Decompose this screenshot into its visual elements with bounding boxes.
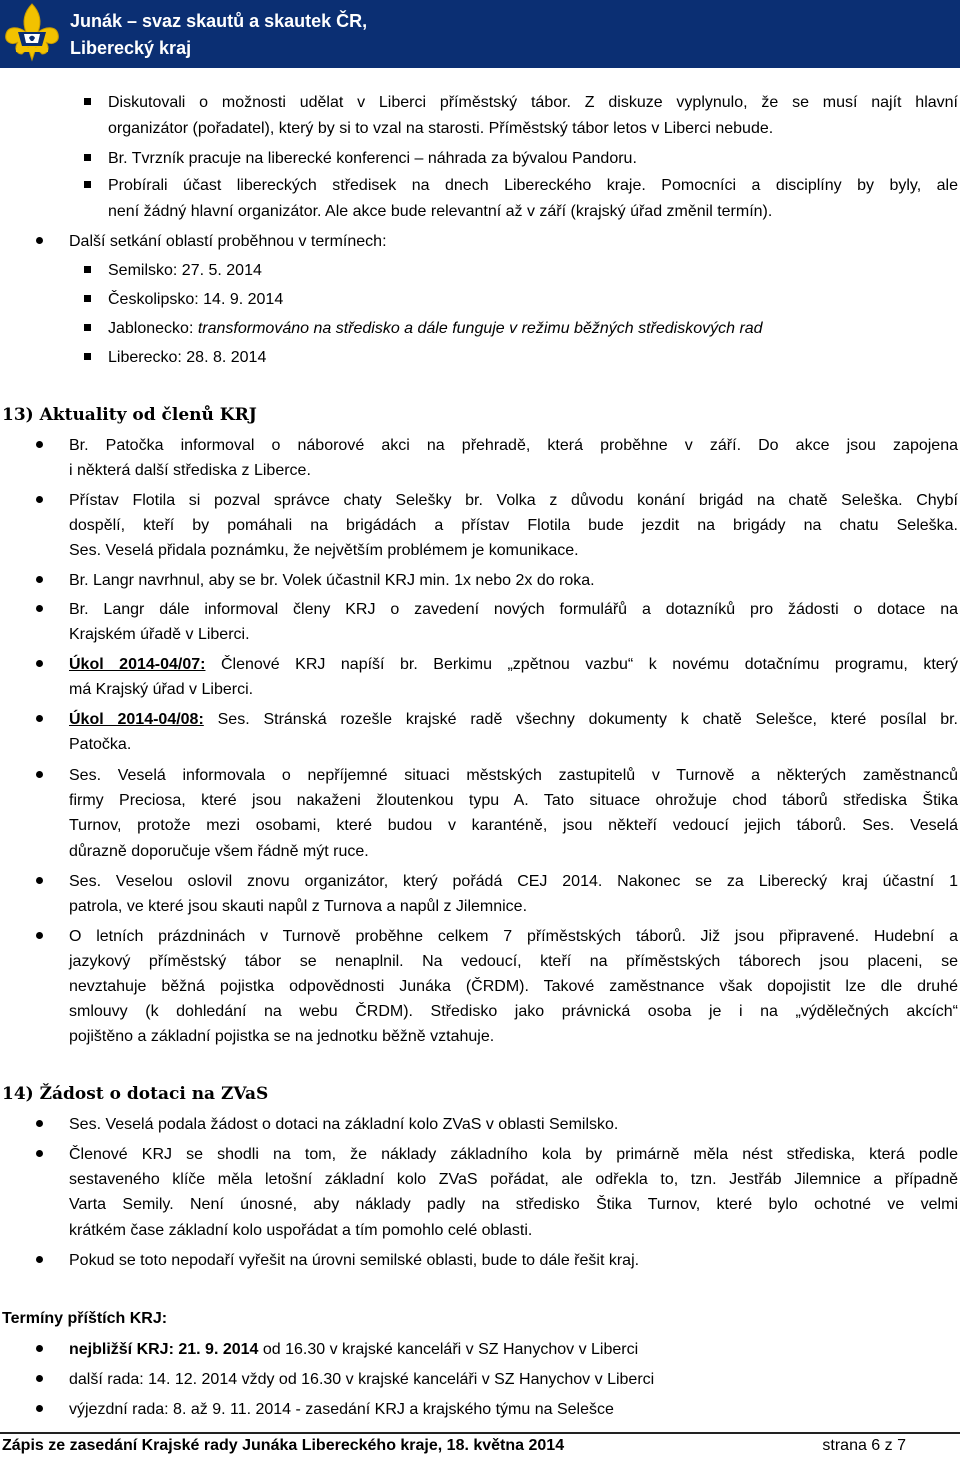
round-bullet-icon [36, 1375, 43, 1382]
list-item-line: Ses. Veselá informovala o nepříjemné situaci městských zastupitelů v Turnově a některých zaměstnanců [69, 767, 958, 784]
list-item-line: Probírali účast libereckých středisek na dnech Libereckého kraje. Pomocníci a disciplíny by byly, ale [108, 177, 958, 194]
task-label: Úkol 2014-04/08: [69, 711, 204, 728]
next-meeting-date: nejbližší KRJ: 21. 9. 2014 [69, 1341, 259, 1358]
meeting-item: Liberecko: 28. 8. 2014 [108, 349, 267, 366]
round-bullet-icon [36, 441, 43, 448]
list-item-line: dospělí, kteří by pomáhali na brigádách a přístav Flotila bude jezdit na brigády na chatu Seleška. [69, 517, 958, 534]
page-number: strana 6 z 7 [822, 1437, 906, 1454]
other-meeting: další rada: 14. 12. 2014 vždy od 16.30 v krajské kanceláři v SZ Hanychov v Liberci [69, 1371, 655, 1388]
list-item-line: Varta Semily. Není únosné, aby náklady padly na středisko Štika Turnov, které bylo ochotné ve velmi [69, 1196, 958, 1213]
section-13-heading: 13) Aktuality od členů KRJ [2, 405, 257, 425]
page-header [0, 0, 960, 68]
next-meeting-place: od 16.30 v krajské kanceláři v SZ Hanychov v Liberci [258, 1341, 639, 1358]
list-item-line: Přístav Flotila si pozval správce chaty Selešky br. Volka z důvodu konání brigád na chatě Seleška. Chybí [69, 492, 958, 509]
list-item-line: Br. Langr navrhnul, aby se br. Volek účastnil KRJ min. 1x nebo 2x do roka. [69, 572, 595, 589]
round-bullet-icon [36, 1120, 43, 1127]
round-bullet-icon [36, 660, 43, 667]
list-item-line: důrazně doporučuje všem řádně mýt ruce. [69, 843, 369, 860]
list-item-line: Br. Langr dále informoval členy KRJ o zavedení nových formulářů a dotazníků pro žádosti o dotace na [69, 601, 958, 618]
square-bullet-icon [84, 266, 91, 273]
scout-lily-logo-icon [2, 2, 62, 66]
list-item-line: má Krajský úřad v Liberci. [69, 681, 254, 698]
round-bullet-icon [36, 771, 43, 778]
round-bullet-icon [36, 1150, 43, 1157]
square-bullet-icon [84, 98, 91, 105]
meeting-item-jablonecko [108, 320, 763, 338]
list-item-line: Turnov, protože mezi osobami, které budou v karanténě, jsou někteří vedoucí jejich táborů. Ses. Veselá [69, 817, 958, 834]
round-bullet-icon [36, 1256, 43, 1263]
list-item-line: firmy Preciosa, které jsou nakaženi žloutenkou typu A. Tato situace ohrožuje chod táborů střediska Štika [69, 792, 958, 809]
round-bullet-icon [36, 715, 43, 722]
round-bullet-icon [36, 496, 43, 503]
meeting-item: Semilsko: 27. 5. 2014 [108, 262, 262, 279]
jablonecko-text: transformováno na středisko a dále funguje v režimu běžných střediskových rad [197, 320, 763, 337]
org-line-2: Liberecký kraj [70, 38, 192, 58]
org-line-1: Junák – svaz skautů a skautek ČR, [70, 11, 368, 31]
list-item-line: Členové KRJ se shodli na tom, že náklady základního kola by primárně měla nést střediska, která podle [69, 1146, 958, 1163]
list-item-line: Patočka. [69, 736, 132, 753]
list-item-line: krátkém čase základní kolo uspořádat a tím pomohlo celé oblasti. [69, 1222, 533, 1239]
organization-name [70, 8, 367, 62]
trip-meeting: výjezdní rada: 8. až 9. 11. 2014 - zasedání KRJ a krajského týmu na Selešce [69, 1401, 614, 1418]
list-item-line: Br. Patočka informoval o náborové akci na přehradě, která proběhne v září. Do akce jsou zapojena [69, 437, 958, 454]
jablonecko-label: Jablonecko: [108, 320, 198, 337]
round-bullet-icon [36, 237, 43, 244]
round-bullet-icon [36, 1345, 43, 1352]
next-meeting [69, 1341, 638, 1359]
meetings-intro: Další setkání oblastí proběhnou v termínech: [69, 233, 387, 250]
square-bullet-icon [84, 295, 91, 302]
square-bullet-icon [84, 353, 91, 360]
round-bullet-icon [36, 605, 43, 612]
list-item-line: Br. Tvrzník pracuje na liberecké konferenci – náhrada za bývalou Pandoru. [108, 150, 637, 167]
list-item-line: sestaveného klíče měla letošní základní kolo ZVaS pořádat, ale odřekla to, tzn. Jestřáb Jilemnice a případně [69, 1171, 958, 1188]
round-bullet-icon [36, 932, 43, 939]
terms-heading: Termíny příštích KRJ: [2, 1310, 168, 1327]
task-2014-04-08 [69, 711, 958, 729]
round-bullet-icon [36, 1405, 43, 1412]
list-item-line: O letních prázdninách v Turnově proběhne celkem 7 příměstských táborů. Již jsou připravené. Hudební a [69, 928, 958, 945]
task-text: Ses. Stránská rozešle krajské radě všechny dokumenty k chatě Selešce, které posílal br. [203, 711, 959, 728]
task-text: Členové KRJ napíší br. Berkimu „zpětnou vazbu“ k novému dotačnímu programu, který [205, 656, 959, 673]
section-14-heading: 14) Žádost o dotaci na ZVaS [2, 1084, 269, 1104]
list-item-line: patrola, ve které jsou skauti napůl z Turnova a napůl z Jilemnice. [69, 898, 528, 915]
task-2014-04-07 [69, 656, 958, 674]
list-item-line: smlouvy (k dohledání na webu ČRDM). Středisko jako právnická osoba je i na „výdělečných akcích“ [69, 1003, 958, 1020]
list-item-line: Ses. Veselá podala žádost o dotaci na základní kolo ZVaS v oblasti Semilsko. [69, 1116, 619, 1133]
list-item-line: není žádný hlavní organizátor. Ale akce bude relevantní až v září (krajský úřad změnil termín). [108, 203, 773, 220]
round-bullet-icon [36, 877, 43, 884]
footer-title: Zápis ze zasedání Krajské rady Junáka Libereckého kraje, 18. května 2014 [2, 1437, 565, 1454]
list-item-line: Pokud se toto nepodaří vyřešit na úrovni semilské oblasti, bude to dále řešit kraj. [69, 1252, 640, 1269]
list-item-line: i některá další střediska z Liberce. [69, 462, 311, 479]
list-item-line: Ses. Veselá přidala poznámku, že největším problémem je komunikace. [69, 542, 579, 559]
list-item-line: organizátor (pořadatel), který by si to vzal na starosti. Příměstský tábor letos v Liberci nebude. [108, 120, 774, 137]
list-item-line: nevztahuje běžná pojistka odpovědnosti Junáka (ČRDM). Takové zaměstnance však dopojistit lze dle druhé [69, 978, 958, 995]
list-item-line: jazykový příměstský tábor se nenaplnil. Na vedoucí, kteří na příměstských táborech jsou placeni, se [69, 953, 958, 970]
list-item-line: Diskutovali o možnosti udělat v Liberci příměstský tábor. Z diskuze vyplynulo, že se musí najít hlavní [108, 94, 958, 111]
list-item-line: pojištěno a základní pojistka se na jednotku běžně vztahuje. [69, 1028, 495, 1045]
list-item-line: Krajském úřadě v Liberci. [69, 626, 250, 643]
meeting-item: Českolipsko: 14. 9. 2014 [108, 291, 284, 308]
task-label: Úkol 2014-04/07: [69, 656, 206, 673]
round-bullet-icon [36, 576, 43, 583]
square-bullet-icon [84, 181, 91, 188]
square-bullet-icon [84, 324, 91, 331]
square-bullet-icon [84, 154, 91, 161]
footer-divider [0, 1432, 960, 1434]
list-item-line: Ses. Veselou oslovil znovu organizátor, který pořádá CEJ 2014. Nakonec se za Liberecký kraj účastní 1 [69, 873, 958, 890]
